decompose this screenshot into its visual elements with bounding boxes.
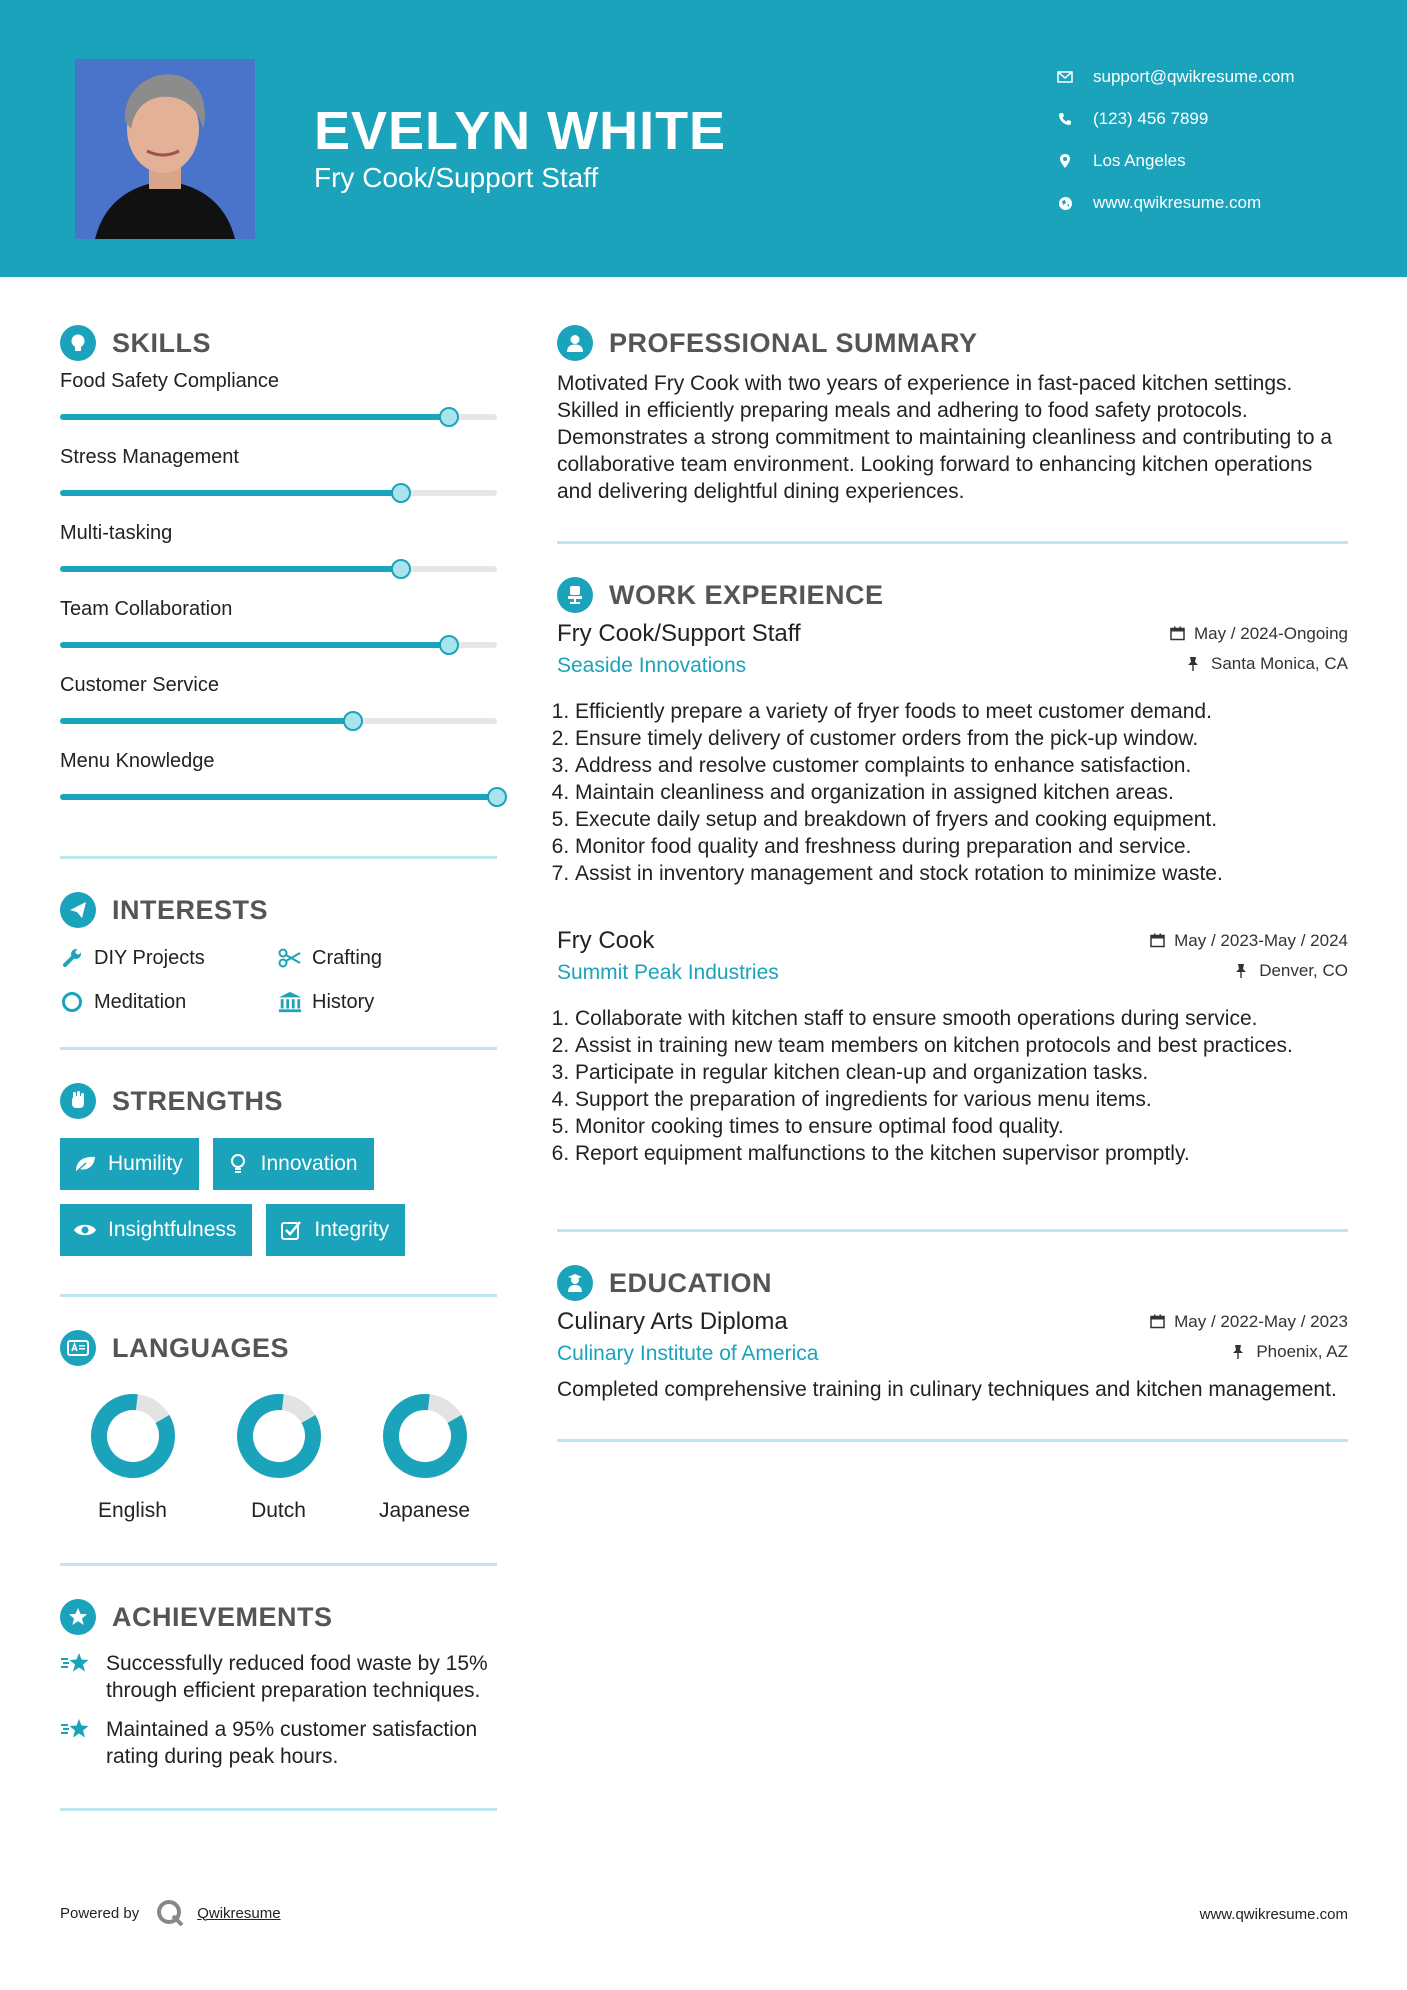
skill-item — [60, 594, 497, 670]
summary-title: PROFESSIONAL SUMMARY — [609, 327, 978, 358]
interest-item — [278, 987, 497, 1017]
duty-item: 1. Efficiently prepare a variety of fryer foods to meet customer demand. — [575, 698, 1348, 725]
candidate-role: Fry Cook/Support Staff — [314, 162, 599, 193]
education-school: Culinary Institute of America — [557, 1342, 819, 1365]
skill-item — [60, 366, 497, 442]
strengths-heading — [60, 1078, 497, 1124]
language-icon — [60, 1330, 96, 1366]
skill-bar-fill — [60, 490, 401, 496]
skill-bar — [60, 490, 497, 496]
language-item — [206, 1391, 351, 1523]
duty-item: 3. Address and resolve customer complaints to enhance satisfaction. — [575, 752, 1348, 779]
experience-section — [557, 572, 1348, 1232]
strength-badge — [213, 1138, 374, 1190]
job-company: Seaside Innovations — [557, 654, 747, 677]
resume-header — [0, 0, 1407, 277]
interest-label: Meditation — [94, 990, 187, 1013]
section-divider — [557, 1439, 1348, 1442]
powered-by-text: Powered by — [60, 1904, 140, 1922]
language-donut — [88, 1391, 178, 1481]
globe-icon — [1055, 193, 1075, 213]
education-title: EDUCATION — [609, 1267, 772, 1298]
scissors-icon — [278, 946, 302, 970]
skill-bar — [60, 566, 497, 572]
qwikresume-link[interactable]: Qwikresume — [197, 1904, 281, 1922]
contact-website-text: www.qwikresume.com — [1093, 193, 1262, 212]
job-location-text: Santa Monica, CA — [1210, 654, 1348, 673]
language-name: Dutch — [251, 1499, 306, 1522]
skill-bar — [60, 718, 497, 724]
skill-item — [60, 670, 497, 746]
left-column — [60, 320, 497, 1811]
job-date-text: May / 2024-Ongoing — [1193, 624, 1348, 643]
circle-icon — [60, 990, 84, 1014]
summary-text: Motivated Fry Cook with two years of experience in fast-paced kitchen settings. Skilled in efficiently preparing meals and adhering to food safety protocols. Demonstrates a strong commitment to maintaining cleanliness and contributing to a collaborative team environment. Looking forward to enhancing kitchen operations and delivering delightful dining experiences. — [557, 372, 1333, 503]
skill-bar — [60, 794, 497, 800]
star-icon — [60, 1716, 92, 1748]
contact-phone[interactable] — [1055, 98, 1295, 140]
leaf-icon — [72, 1151, 98, 1177]
education-description: Completed comprehensive training in culinary techniques and kitchen management. — [557, 1378, 1337, 1401]
achievements-heading — [60, 1594, 497, 1640]
hand-icon — [60, 1083, 96, 1119]
language-donut-fill — [234, 1391, 324, 1481]
strengths-list — [60, 1124, 497, 1294]
duty-item: 1. Collaborate with kitchen staff to ensure smooth operations during service. — [575, 1005, 1348, 1032]
interest-label: Crafting — [312, 946, 383, 969]
strengths-title: STRENGTHS — [112, 1085, 284, 1116]
duty-item: 5. Monitor cooking times to ensure optimal food quality. — [575, 1113, 1348, 1140]
skill-bar-knob — [487, 787, 507, 807]
duty-item: 5. Execute daily setup and breakdown of fryers and cooking equipment. — [575, 806, 1348, 833]
skill-bar — [60, 642, 497, 648]
achievement-item — [60, 1650, 497, 1704]
job-company: Summit Peak Industries — [557, 961, 779, 984]
map-pin-icon — [1055, 151, 1075, 171]
language-item — [352, 1391, 497, 1523]
calendar-icon — [1170, 626, 1186, 642]
education-heading — [557, 1260, 1348, 1306]
education-header — [557, 1308, 1348, 1336]
pushpin-icon — [1232, 1344, 1248, 1360]
language-donut-fill — [380, 1391, 470, 1481]
duty-item: 4. Support the preparation of ingredients for various menu items. — [575, 1086, 1348, 1113]
interest-label: History — [312, 990, 375, 1013]
skill-bar-knob — [439, 407, 459, 427]
profile-photo — [75, 59, 255, 239]
strength-label: Integrity — [314, 1218, 390, 1241]
right-column — [557, 320, 1348, 1442]
language-donut — [380, 1391, 470, 1481]
duty-item: 2. Assist in training new team members on kitchen protocols and best practices. — [575, 1032, 1348, 1059]
job-header — [557, 620, 1348, 648]
interest-label: DIY Projects — [94, 946, 205, 969]
star-icon — [60, 1650, 92, 1682]
skill-name: Team Collaboration — [60, 598, 233, 620]
summary-section — [557, 320, 1348, 544]
wrench-icon — [60, 946, 84, 970]
strength-badge — [266, 1204, 405, 1256]
section-divider — [60, 1563, 497, 1566]
contact-location-text: Los Angeles — [1093, 151, 1186, 170]
languages-title: LANGUAGES — [112, 1332, 290, 1363]
languages-heading — [60, 1325, 497, 1371]
skill-bar-fill — [60, 566, 401, 572]
language-name: English — [98, 1499, 167, 1522]
footer-branding — [60, 1898, 281, 1928]
skill-bar-knob — [391, 559, 411, 579]
contact-email-text: support@qwikresume.com — [1093, 67, 1295, 86]
education-degree: Culinary Arts Diploma — [557, 1308, 788, 1335]
phone-icon — [1055, 109, 1075, 129]
qwikresume-logo-icon — [155, 1898, 185, 1928]
contact-block — [1055, 56, 1295, 224]
skills-list — [60, 366, 497, 822]
graduate-icon — [557, 1265, 593, 1301]
interests-heading — [60, 887, 497, 933]
job-duties — [557, 698, 1348, 887]
skill-bar-knob — [343, 711, 363, 731]
section-divider — [557, 541, 1348, 544]
job-location — [1235, 961, 1348, 981]
lightbulb-icon — [60, 325, 96, 361]
section-divider — [60, 1294, 497, 1297]
skill-bar-knob — [391, 483, 411, 503]
eye-icon — [72, 1217, 98, 1243]
contact-email[interactable] — [1055, 56, 1295, 98]
interest-item — [60, 943, 278, 973]
lightbulb-icon — [225, 1151, 251, 1177]
skill-bar-fill — [60, 794, 497, 800]
education-date-text: May / 2022-May / 2023 — [1174, 1312, 1348, 1331]
strength-label: Insightfulness — [108, 1218, 237, 1241]
experience-title: WORK EXPERIENCE — [609, 579, 884, 610]
education-date — [1150, 1312, 1348, 1332]
job-date — [1150, 931, 1348, 951]
skill-item — [60, 746, 497, 822]
user-icon — [557, 325, 593, 361]
strength-label: Humility — [108, 1152, 183, 1175]
chair-icon — [557, 577, 593, 613]
skill-bar-knob — [439, 635, 459, 655]
skill-bar — [60, 414, 497, 420]
achievement-item — [60, 1716, 497, 1770]
experience-heading — [557, 572, 1348, 618]
calendar-icon — [1150, 933, 1166, 949]
duty-item: 6. Report equipment malfunctions to the kitchen supervisor promptly. — [575, 1140, 1348, 1167]
achievement-text: Maintained a 95% customer satisfaction rating during peak hours. — [106, 1718, 478, 1768]
duty-item: 2. Ensure timely delivery of customer orders from the pick-up window. — [575, 725, 1348, 752]
skill-name: Multi-tasking — [60, 522, 173, 544]
achievements-title: ACHIEVEMENTS — [112, 1601, 333, 1632]
skill-name: Stress Management — [60, 446, 239, 468]
museum-icon — [278, 990, 302, 1014]
interests-grid — [60, 933, 497, 1047]
strength-label: Innovation — [260, 1152, 358, 1175]
languages-list — [60, 1371, 497, 1563]
star-badge-icon — [60, 1599, 96, 1635]
education-location — [1232, 1342, 1348, 1362]
duty-item: 3. Participate in regular kitchen clean-up and organization tasks. — [575, 1059, 1348, 1086]
education-location-text: Phoenix, AZ — [1256, 1342, 1348, 1361]
language-name: Japanese — [378, 1499, 471, 1522]
skill-item — [60, 518, 497, 594]
job-duties — [557, 1005, 1348, 1167]
duty-item: 7. Assist in inventory management and stock rotation to minimize waste. — [575, 860, 1348, 887]
skill-bar-fill — [60, 718, 353, 724]
skills-title: SKILLS — [112, 327, 212, 358]
job-date-text: May / 2023-May / 2024 — [1174, 931, 1348, 950]
languages-section — [60, 1325, 497, 1566]
job-date — [1170, 624, 1348, 644]
skill-name: Customer Service — [60, 674, 219, 696]
candidate-name: EVELYN WHITE — [314, 101, 727, 161]
envelope-icon — [1055, 67, 1075, 87]
job-location — [1187, 654, 1348, 674]
contact-location — [1055, 140, 1295, 182]
job-location-text: Denver, CO — [1259, 961, 1348, 980]
job-subheader — [557, 654, 1348, 678]
skill-item — [60, 442, 497, 518]
job-title: Fry Cook — [557, 927, 655, 954]
interests-section — [60, 887, 497, 1050]
interests-title: INTERESTS — [112, 894, 269, 925]
achievements-section — [60, 1594, 497, 1811]
job-entry — [557, 927, 1348, 1167]
strengths-section — [60, 1078, 497, 1297]
check-square-icon — [278, 1217, 304, 1243]
section-divider — [60, 856, 497, 859]
section-divider — [60, 1047, 497, 1050]
summary-heading — [557, 320, 1348, 366]
skill-bar-fill — [60, 414, 449, 420]
contact-website[interactable] — [1055, 182, 1295, 224]
pushpin-icon — [1235, 963, 1251, 979]
achievement-text: Successfully reduced food waste by 15% through efficient preparation techniques. — [106, 1652, 488, 1702]
language-item — [60, 1391, 205, 1523]
job-entry — [557, 620, 1348, 887]
skills-heading — [60, 320, 497, 366]
strength-badge — [60, 1138, 199, 1190]
interest-item — [60, 987, 278, 1017]
strength-badge — [60, 1204, 252, 1256]
skills-section — [60, 320, 497, 859]
education-subheader — [557, 1342, 1348, 1366]
job-header — [557, 927, 1348, 955]
skill-bar-fill — [60, 642, 449, 648]
job-subheader — [557, 961, 1348, 985]
language-donut — [234, 1391, 324, 1481]
education-section — [557, 1260, 1348, 1442]
skill-name: Food Safety Compliance — [60, 370, 280, 392]
duty-item: 6. Monitor food quality and freshness during preparation and service. — [575, 833, 1348, 860]
duty-item: 4. Maintain cleanliness and organization in assigned kitchen areas. — [575, 779, 1348, 806]
footer-website[interactable]: www.qwikresume.com — [1199, 1906, 1348, 1923]
contact-phone-text: (123) 456 7899 — [1093, 109, 1209, 128]
job-title: Fry Cook/Support Staff — [557, 620, 801, 647]
language-donut-fill — [88, 1391, 178, 1481]
paper-plane-icon — [60, 892, 96, 928]
interest-item — [278, 943, 497, 973]
pushpin-icon — [1187, 656, 1203, 672]
skill-name: Menu Knowledge — [60, 750, 215, 772]
calendar-icon — [1150, 1314, 1166, 1330]
section-divider — [557, 1229, 1348, 1232]
section-divider — [60, 1808, 497, 1811]
